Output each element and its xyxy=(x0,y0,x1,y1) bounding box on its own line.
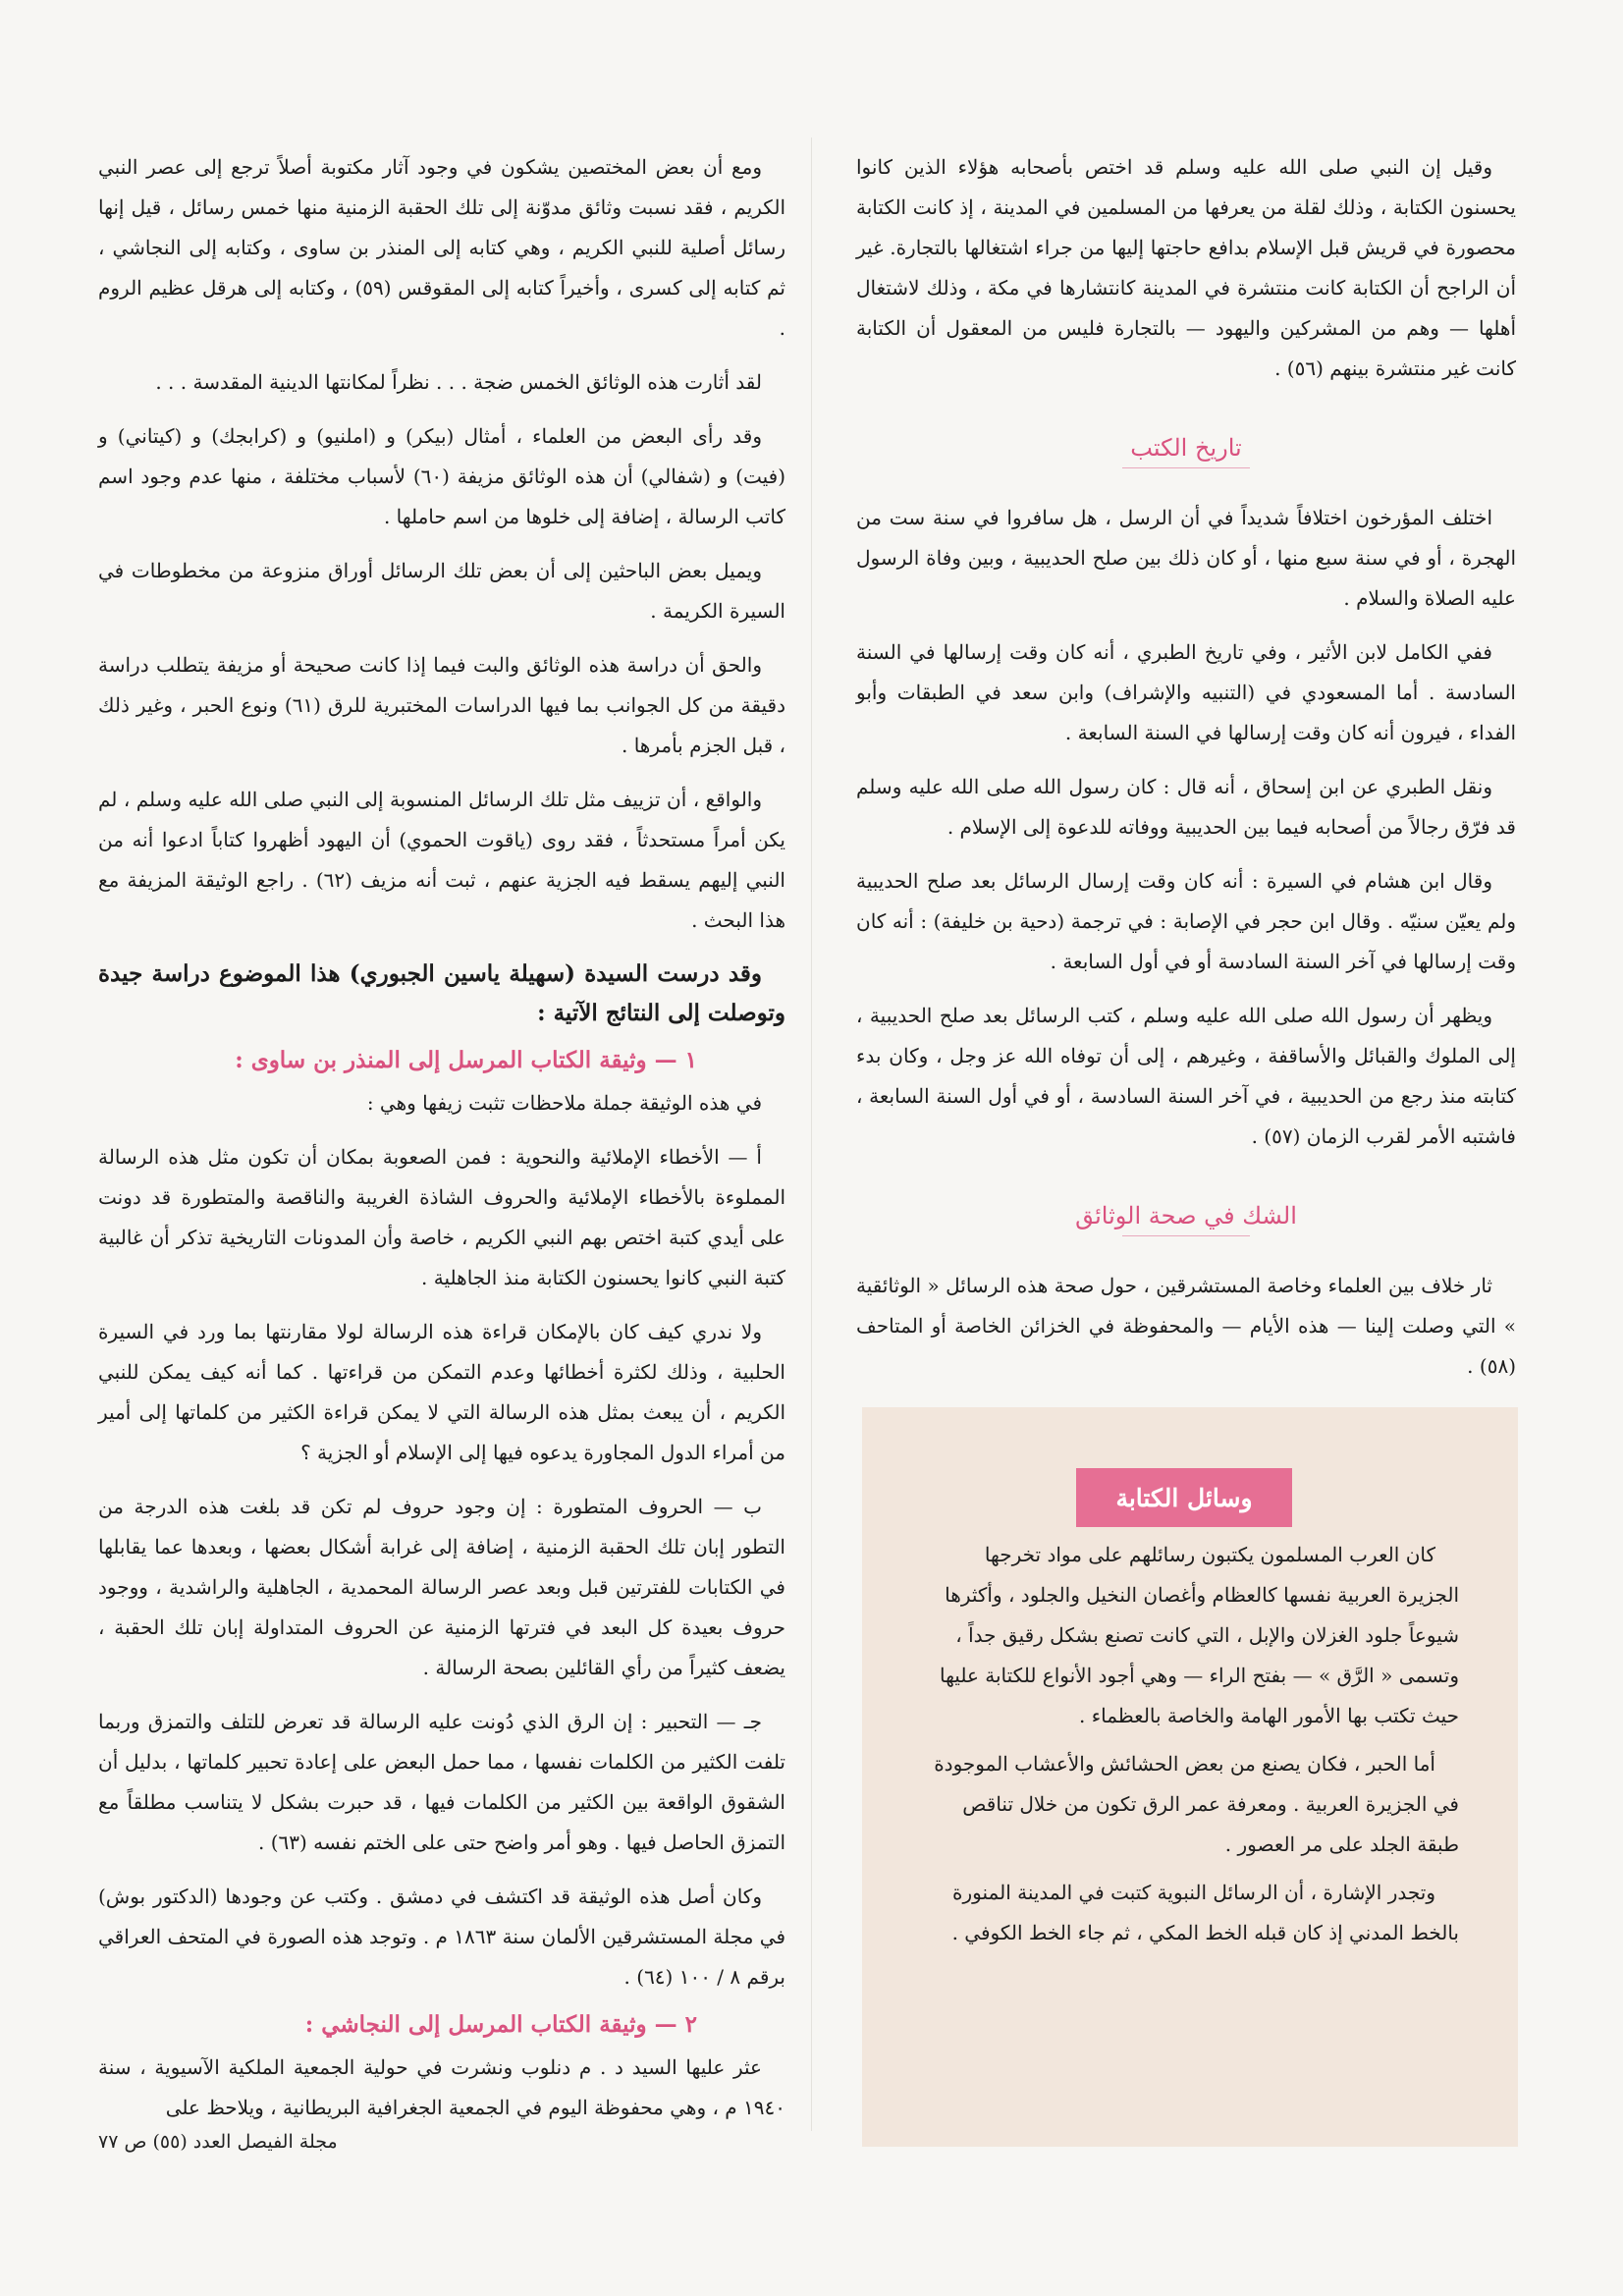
body-paragraph: والواقع ، أن تزييف مثل تلك الرسائل المنسوبة إلى النبي صلى الله عليه وسلم ، لم يكن أمراً مستحدثاً ، فقد روى (ياقوت الحموي) أن اليهود أظهروا كتاباً ادعوا أنه من النبي إليهم يسقط فيه الجزية عنهم ، ثبت أنه مزيف (٦٢) . راجع الوثيقة المزيفة مع هذا البحث . xyxy=(98,788,786,932)
subsection-title-munthir xyxy=(98,1047,697,1073)
left-column xyxy=(98,147,785,2142)
history-paragraph: وقال ابن هشام في السيرة : أنه كان وقت إرسال الرسائل بعد صلح الحديبية ولم يعيّن سنيّه . وقال ابن حجر في الإصابة : في ترجمة (دحية بن خليفة) : أنه كان وقت إرسالها في آخر السنة السادسة أو في أول السابعة . xyxy=(856,869,1516,973)
box-text xyxy=(929,1535,1459,1961)
intro-paragraph: وقيل إن النبي صلى الله عليه وسلم قد اختص بأصحابه هؤلاء الذين كانوا يحسنون الكتابة ، وذلك لقلة من يعرفها من المسلمين في المدينة ، إذ كانت الكتابة محصورة في قريش قبل الإسلام بدافع حاجتها إليها من جراء اشتغالها بالتجارة. غير أن الراجح أن الكتابة كانت منتشرة في المدينة كانتشارها في مكة ، وذلك لاشتغال أهلها — وهم من المشركين واليهود — بالتجارة فليس من المعقول أن الكتابة كانت غير منتشرة بينهم (٥٦) . xyxy=(856,155,1516,380)
body-paragraph: أ — الأخطاء الإملائية والنحوية : فمن الصعوبة بمكان أن تكون مثل هذه الرسالة المملوءة بالأخطاء الإملائية والحروف الشاذة الغريبة والناقصة والمتطورة قد دونت على أيدي كتبة اختص بهم النبي الكريم ، خاصة وأن المدونات التاريخية تذكر أن غالبية كتبة النبي كانوا يحسنون الكتابة منذ الجاهلية . xyxy=(98,1145,785,1289)
box-paragraph: كان العرب المسلمون يكتبون رسائلهم على مواد تخرجها الجزيرة العربية نفسها كالعظام وأغصان النخيل والجلود ، وأكثرها شيوعاً جلود الغزلان والإبل ، التي كانت تصنع بشكل رقيق جداً ، وتسمى « الرَّق » — بفتح الراء — وهي أجود الأنواع للكتابة عليها حيث تكتب بها الأمور الهامة والخاصة بالعظماء . xyxy=(939,1543,1459,1727)
body-paragraph: وكان أصل هذه الوثيقة قد اكتشف في دمشق . وكتب عن وجودها (الدكتور بوش) في مجلة المستشرقين الألمان سنة ١٨٦٣ م . وتوجد هذه الصورة في المتحف العراقي برقم ٨ / ١٠٠ (٦٤) . xyxy=(98,1885,786,1989)
subsection-title-najashi xyxy=(98,2011,697,2038)
section-title-doubt-text: الشك في صحة الوثائق xyxy=(1075,1202,1297,1230)
doubt-paragraph: ثار خلاف بين العلماء وخاصة المستشرقين ، حول صحة هذه الرسائل « الوثائقية » التي وصلت إلينا — هذه الأيام — والمحفوظة في الخزائن الخاصة أو المتاحف (٥٨) . xyxy=(856,1274,1516,1378)
body-paragraph: وقد رأى البعض من العلماء ، أمثال (بيكر) و (املنيو) و (كرابجك) و (كيتاني) و (فيت) و (شفالي) أن هذه الوثائق مزيفة (٦٠) لأسباب مختلفة ، منها عدم وجود اسم كاتب الرسالة ، إضافة إلى خلوها من اسم حاملها . xyxy=(98,424,786,528)
page-footer: مجلة الفيصل العدد (٥٥) ص ٧٧ xyxy=(98,2131,338,2153)
right-column xyxy=(856,147,1516,1400)
writing-materials-box xyxy=(862,1407,1518,2147)
body-paragraph: في هذه الوثيقة جملة ملاحظات تثبت زيفها وهي : xyxy=(366,1091,762,1115)
section-title-doubt xyxy=(856,1202,1516,1236)
body-paragraph: والحق أن دراسة هذه الوثائق والبت فيما إذا كانت صحيحة أو مزيفة يتطلب دراسة دقيقة من كل الجوانب بما فيها الدراسات المختبرية للرق (٦١) ونوع الحبر ، وغير ذلك ، قبل الجزم بأمرها . xyxy=(98,653,785,757)
history-paragraph: اختلف المؤرخون اختلافاً شديداً في أن الرسل ، هل سافروا في سنة ست من الهجرة ، أو في سنة سبع منها ، أو كان ذلك بين صلح الحديبية ، وبين وفاة الرسول عليه الصلاة والسلام . xyxy=(856,506,1516,610)
body-paragraph: عثر عليها السيد د . م دنلوب ونشرت في حولية الجمعية الملكية الآسيوية ، سنة ١٩٤٠ م ، وهي محفوظة اليوم في الجمعية الجغرافية البريطانية ، ويلاحظ على xyxy=(98,2055,785,2119)
box-title: وسائل الكتابة xyxy=(1076,1468,1292,1527)
subsection-title-text: ٢ — وثيقة الكتاب المرسل إلى النجاشي : xyxy=(304,2011,697,2038)
history-paragraph: ويظهر أن رسول الله صلى الله عليه وسلم ، كتب الرسائل بعد صلح الحديبية ، إلى الملوك والقبائل والأساقفة ، وغيرهم ، إلى أن توفاه الله عز وجل ، وكان بدء كتابته منذ رجع من الحديبية ، في آخر السنة السادسة ، أو في أول السنة السابعة ، فاشتبه الأمر لقرب الزمان (٥٧) . xyxy=(856,1004,1516,1148)
section-title-history xyxy=(856,434,1516,468)
history-paragraph: ففي الكامل لابن الأثير ، وفي تاريخ الطبري ، أنه كان وقت إرسالها في السنة السادسة . أما المسعودي في (التنبيه والإشراف) وابن سعد في الطبقات وأبو الفداء ، فيرون أنه كان وقت إرسالها في السنة السابعة . xyxy=(856,640,1516,744)
subsection-title-text: ١ — وثيقة الكتاب المرسل إلى المنذر بن ساوى : xyxy=(235,1047,697,1073)
body-paragraph: جـ — التحبير : إن الرق الذي دُونت عليه الرسالة قد تعرض للتلف والتمزق وربما تلفت الكثير من الكلمات نفسها ، مما حمل البعض على إعادة تحبير كلماتها ، بدليل أن الشقوق الواقعة بين الكثير من الكلمات فيها ، قد حبرت بشكل لا يتناسب مطلقاً مع التمزق الحاصل فيها . وهو أمر واضح حتى على الختم نفسه (٦٣) . xyxy=(98,1710,785,1854)
section-title-underline xyxy=(1122,467,1250,468)
history-paragraph: ونقل الطبري عن ابن إسحاق ، أنه قال : كان رسول الله صلى الله عليه وسلم قد فرّق رجالاً من أصحابه فيما بين الحديبية ووفاته للدعوة إلى الإسلام . xyxy=(856,775,1516,839)
section-title-underline xyxy=(1122,1235,1250,1236)
box-paragraph: وتجدر الإشارة ، أن الرسائل النبوية كتبت في المدينة المنورة بالخط المدني إذ كان قبله الخط المكي ، ثم جاء الخط الكوفي . xyxy=(951,1881,1459,1944)
column-divider xyxy=(811,137,812,2131)
box-paragraph: أما الحبر ، فكان يصنع من بعض الحشائش والأعشاب الموجودة في الجزيرة العربية . ومعرفة عمر الرق تكون من خلال تناقص طبقة الجلد على مر العصور . xyxy=(934,1752,1459,1856)
body-paragraph: ب — الحروف المتطورة : إن وجود حروف لم تكن قد بلغت هذه الدرجة من التطور إبان تلك الحقبة الزمنية ، إضافة إلى غرابة أشكال بعضها ، وبعدها عما يقابلها في الكتابات للفترتين قبل وبعد عصر الرسالة المحمدية ، الجاهلية والراشدية ، ووجود حروف بعيدة كل البعد في فترتها الزمنية عن الحروف المتداولة إبان تلك الحقبة ، يضعف كثيراً من رأي القائلين بصحة الرسالة . xyxy=(98,1495,785,1679)
body-paragraph: ويميل بعض الباحثين إلى أن بعض تلك الرسائل أوراق منزوعة من مخطوطات في السيرة الكريمة . xyxy=(98,559,785,623)
bold-statement: وقد درست السيدة (سهيلة ياسين الجبوري) هذا الموضوع دراسة جيدة وتوصلت إلى النتائج الآتية : xyxy=(98,960,785,1026)
section-title-history-text: تاريخ الكتب xyxy=(1130,434,1242,462)
body-paragraph: لقد أثارت هذه الوثائق الخمس ضجة . . . نظراً لمكانتها الدينية المقدسة . . . xyxy=(155,370,762,394)
body-paragraph: ولا ندري كيف كان بالإمكان قراءة هذه الرسالة لولا مقارنتها بما ورد في السيرة الحلبية ، وذلك لكثرة أخطائها وعدم التمكن من قراءتها . كما أنه كيف يمكن للنبي الكريم ، أن يبعث بمثل هذه الرسالة التي لا يمكن قراءة الكثير من كلماتها إلى أمير من أمراء الدول المجاورة يدعوه فيها إلى الإسلام أو الجزية ؟ xyxy=(98,1320,785,1464)
body-paragraph: ومع أن بعض المختصين يشكون في وجود آثار مكتوبة أصلاً ترجع إلى عصر النبي الكريم ، فقد نسبت وثائق مدوّنة إلى تلك الحقبة الزمنية منها خمس رسائل ، قيل إنها رسائل أصلية للنبي الكريم ، وهي كتابه إلى المنذر بن ساوى ، وكتابه إلى النجاشي ، ثم كتابه إلى كسرى ، وأخيراً كتابه إلى المقوقس (٥٩) ، وكتابه إلى هرقل عظيم الروم . xyxy=(98,155,785,340)
